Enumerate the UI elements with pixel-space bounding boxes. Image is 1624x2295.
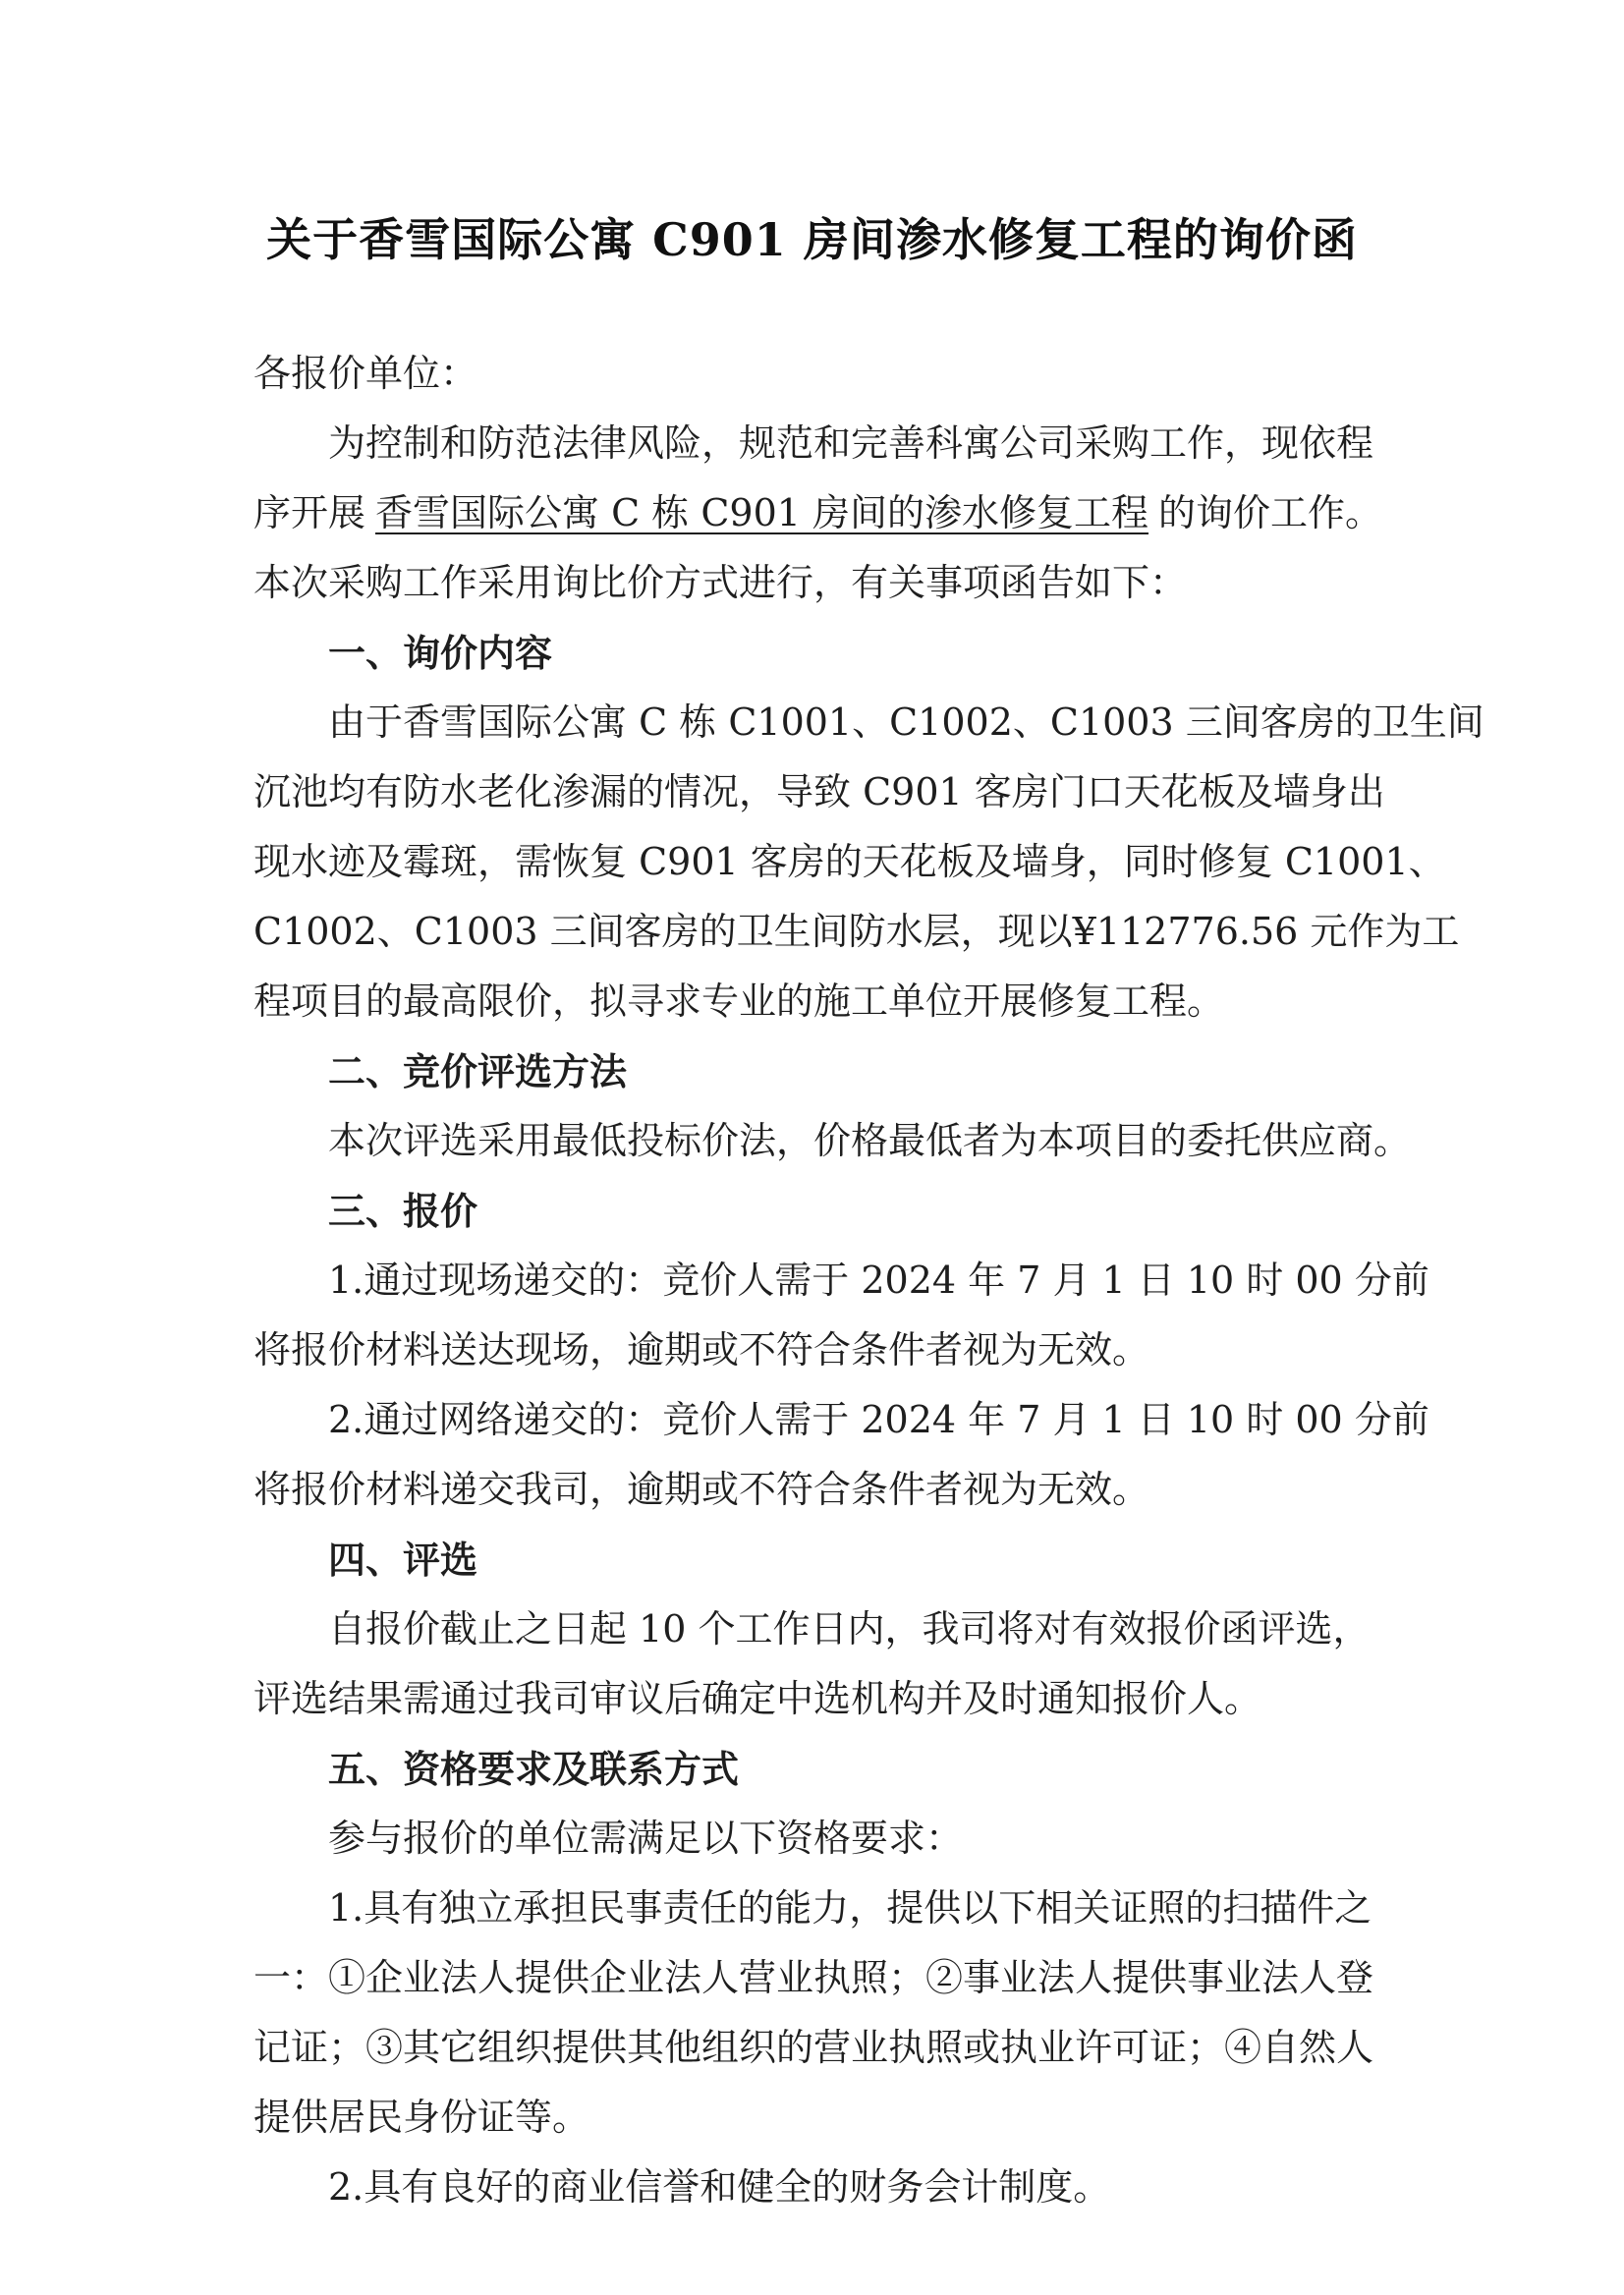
project-name-blank: 香雪国际公寓 C 栋 C901 房间的渗水修复工程: [375, 491, 1149, 534]
section-3-item-2-line-2: 将报价材料递交我司，逾期或不符合条件者视为无效。: [253, 1468, 1150, 1511]
section-5-item-1-line: 提供居民身份证等。: [253, 2096, 590, 2139]
intro-suffix: 的询价工作。: [1158, 491, 1383, 534]
section-1-line: 沉池均有防水老化渗漏的情况，导致 C901 客房门口天花板及墙身出: [253, 770, 1385, 813]
section-5-intro: 参与报价的单位需满足以下资格要求：: [328, 1817, 964, 1860]
section-2-text: 本次评选采用最低投标价法，价格最低者为本项目的委托供应商。: [328, 1119, 1412, 1162]
section-5-item-2: 2.具有良好的商业信誉和健全的财务会计制度。: [328, 2165, 1111, 2209]
salutation: 各报价单位：: [253, 352, 478, 395]
document-title: 关于香雪国际公寓 C901 房间渗水修复工程的询价函: [266, 213, 1358, 266]
section-1-heading: 一、询价内容: [328, 631, 553, 675]
section-3-item-1-line-2: 将报价材料送达现场，逾期或不符合条件者视为无效。: [253, 1328, 1150, 1371]
section-1-line: 由于香雪国际公寓 C 栋 C1001、C1002、C1003 三间客房的卫生间: [328, 700, 1484, 744]
document-body: [253, 339, 1484, 2222]
section-2-heading: 二、竞价评选方法: [328, 1049, 628, 1093]
section-5-item-1-line: 1.具有独立承担民事责任的能力，提供以下相关证照的扫描件之: [328, 1886, 1372, 1930]
section-1-line: C1002、C1003 三间客房的卫生间防水层，现以¥112776.56 元作为工: [253, 910, 1460, 953]
section-1-line: 现水迹及霉斑，需恢复 C901 客房的天花板及墙身，同时修复 C1001、: [253, 840, 1446, 883]
intro-line-3: 本次采购工作采用询比价方式进行，有关事项函告如下：: [253, 561, 1188, 604]
section-5-item-1-line: 一：①企业法人提供企业法人营业执照；②事业法人提供事业法人登: [253, 1956, 1374, 1999]
intro-prefix: 序开展: [253, 491, 366, 534]
intro-line-1: 为控制和防范法律风险，规范和完善科寓公司采购工作，现依程: [328, 421, 1374, 465]
section-3-heading: 三、报价: [328, 1189, 478, 1233]
section-4-line-2: 评选结果需通过我司审议后确定中选机构并及时通知报价人。: [253, 1677, 1262, 1720]
section-4-line-1: 自报价截止之日起 10 个工作日内，我司将对有效报价函评选，: [328, 1607, 1371, 1651]
section-3-item-2-line-1: 2.通过网络递交的：竞价人需于 2024 年 7 月 1 日 10 时 00 分前: [328, 1398, 1429, 1441]
section-4-heading: 四、评选: [328, 1538, 478, 1582]
section-1-line: 程项目的最高限价，拟寻求专业的施工单位开展修复工程。: [253, 980, 1225, 1023]
section-3-item-1-line-1: 1.通过现场递交的：竞价人需于 2024 年 7 月 1 日 10 时 00 分前: [328, 1259, 1429, 1302]
section-5-heading: 五、资格要求及联系方式: [328, 1747, 740, 1791]
section-5-item-1-line: 记证；③其它组织提供其他组织的营业执照或执业许可证；④自然人: [253, 2026, 1374, 2069]
intro-line-2: [253, 478, 1401, 548]
